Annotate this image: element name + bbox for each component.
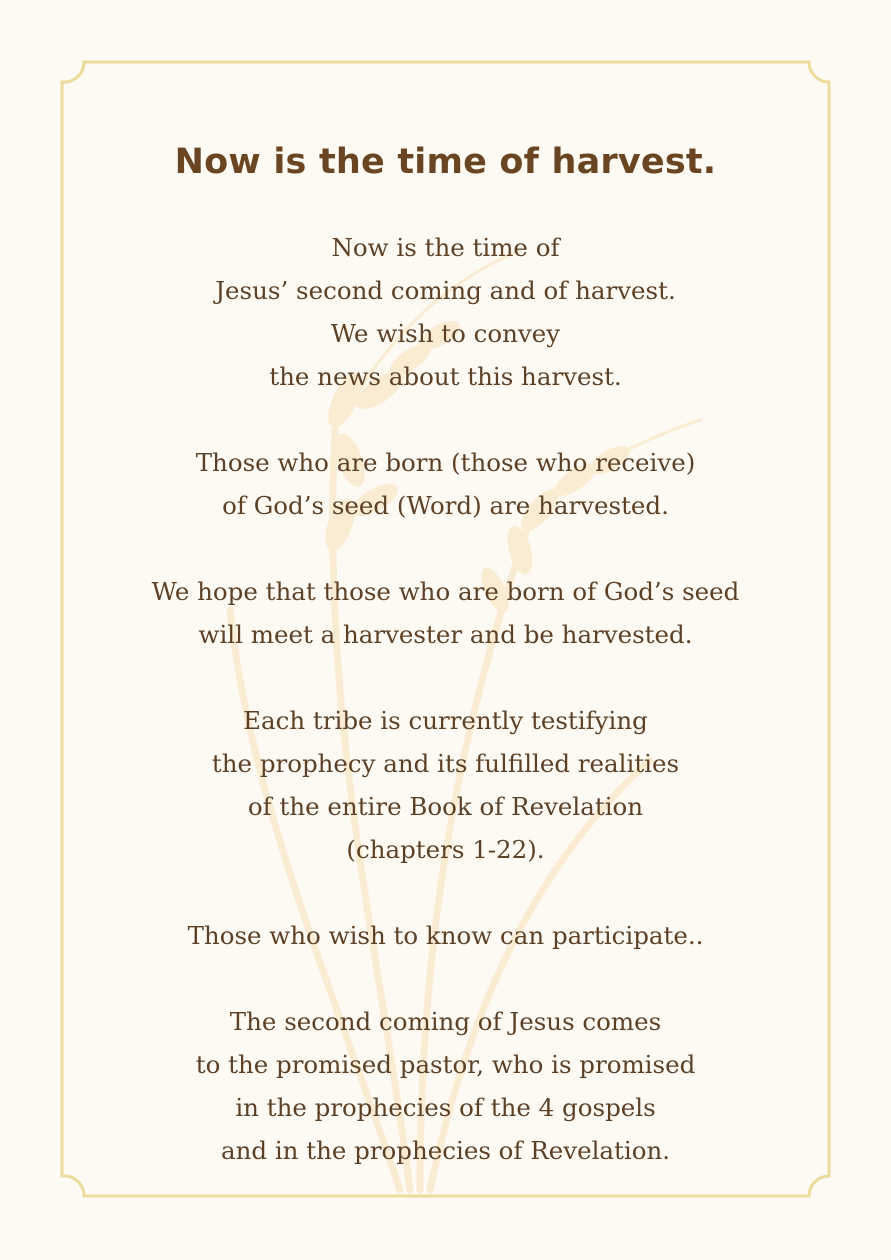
page-title: Now is the time of harvest. <box>174 142 717 182</box>
paragraph-gap <box>62 656 829 699</box>
paragraph-gap <box>62 398 829 441</box>
text-line: The second coming of Jesus comes <box>229 1007 662 1036</box>
text-line: the prophecy and its fulfilled realities <box>211 749 680 778</box>
text-line: of the entire Book of Revelation <box>247 792 644 821</box>
text-line: Jesus’ second coming and of harvest. <box>215 276 676 305</box>
paragraph-gap <box>62 871 829 914</box>
text-line: We wish to convey <box>330 319 561 348</box>
paragraph-gap <box>62 527 829 570</box>
text-line: Those who wish to know can participate.. <box>187 921 704 950</box>
text-line: of God’s seed (Word) are harvested. <box>222 491 669 520</box>
text-line: to the promised pastor, who is promised <box>195 1050 696 1079</box>
paragraph-gap <box>62 957 829 1000</box>
text-line: Each tribe is currently testifying <box>243 706 648 735</box>
flyer-content <box>62 64 829 1196</box>
text-line: in the prophecies of the 4 gospels <box>235 1093 656 1122</box>
text-line: the news about this harvest. <box>269 362 622 391</box>
text-line: and in the prophecies of Revelation. <box>220 1136 671 1165</box>
text-line: (chapters 1-22). <box>346 835 545 864</box>
text-line: Now is the time of <box>331 233 560 262</box>
text-line: We hope that those who are born of God’s seed <box>151 577 740 606</box>
text-line: Those who are born (those who receive) <box>195 448 696 477</box>
text-line: will meet a harvester and be harvested. <box>198 620 693 649</box>
message-body <box>62 226 829 1172</box>
